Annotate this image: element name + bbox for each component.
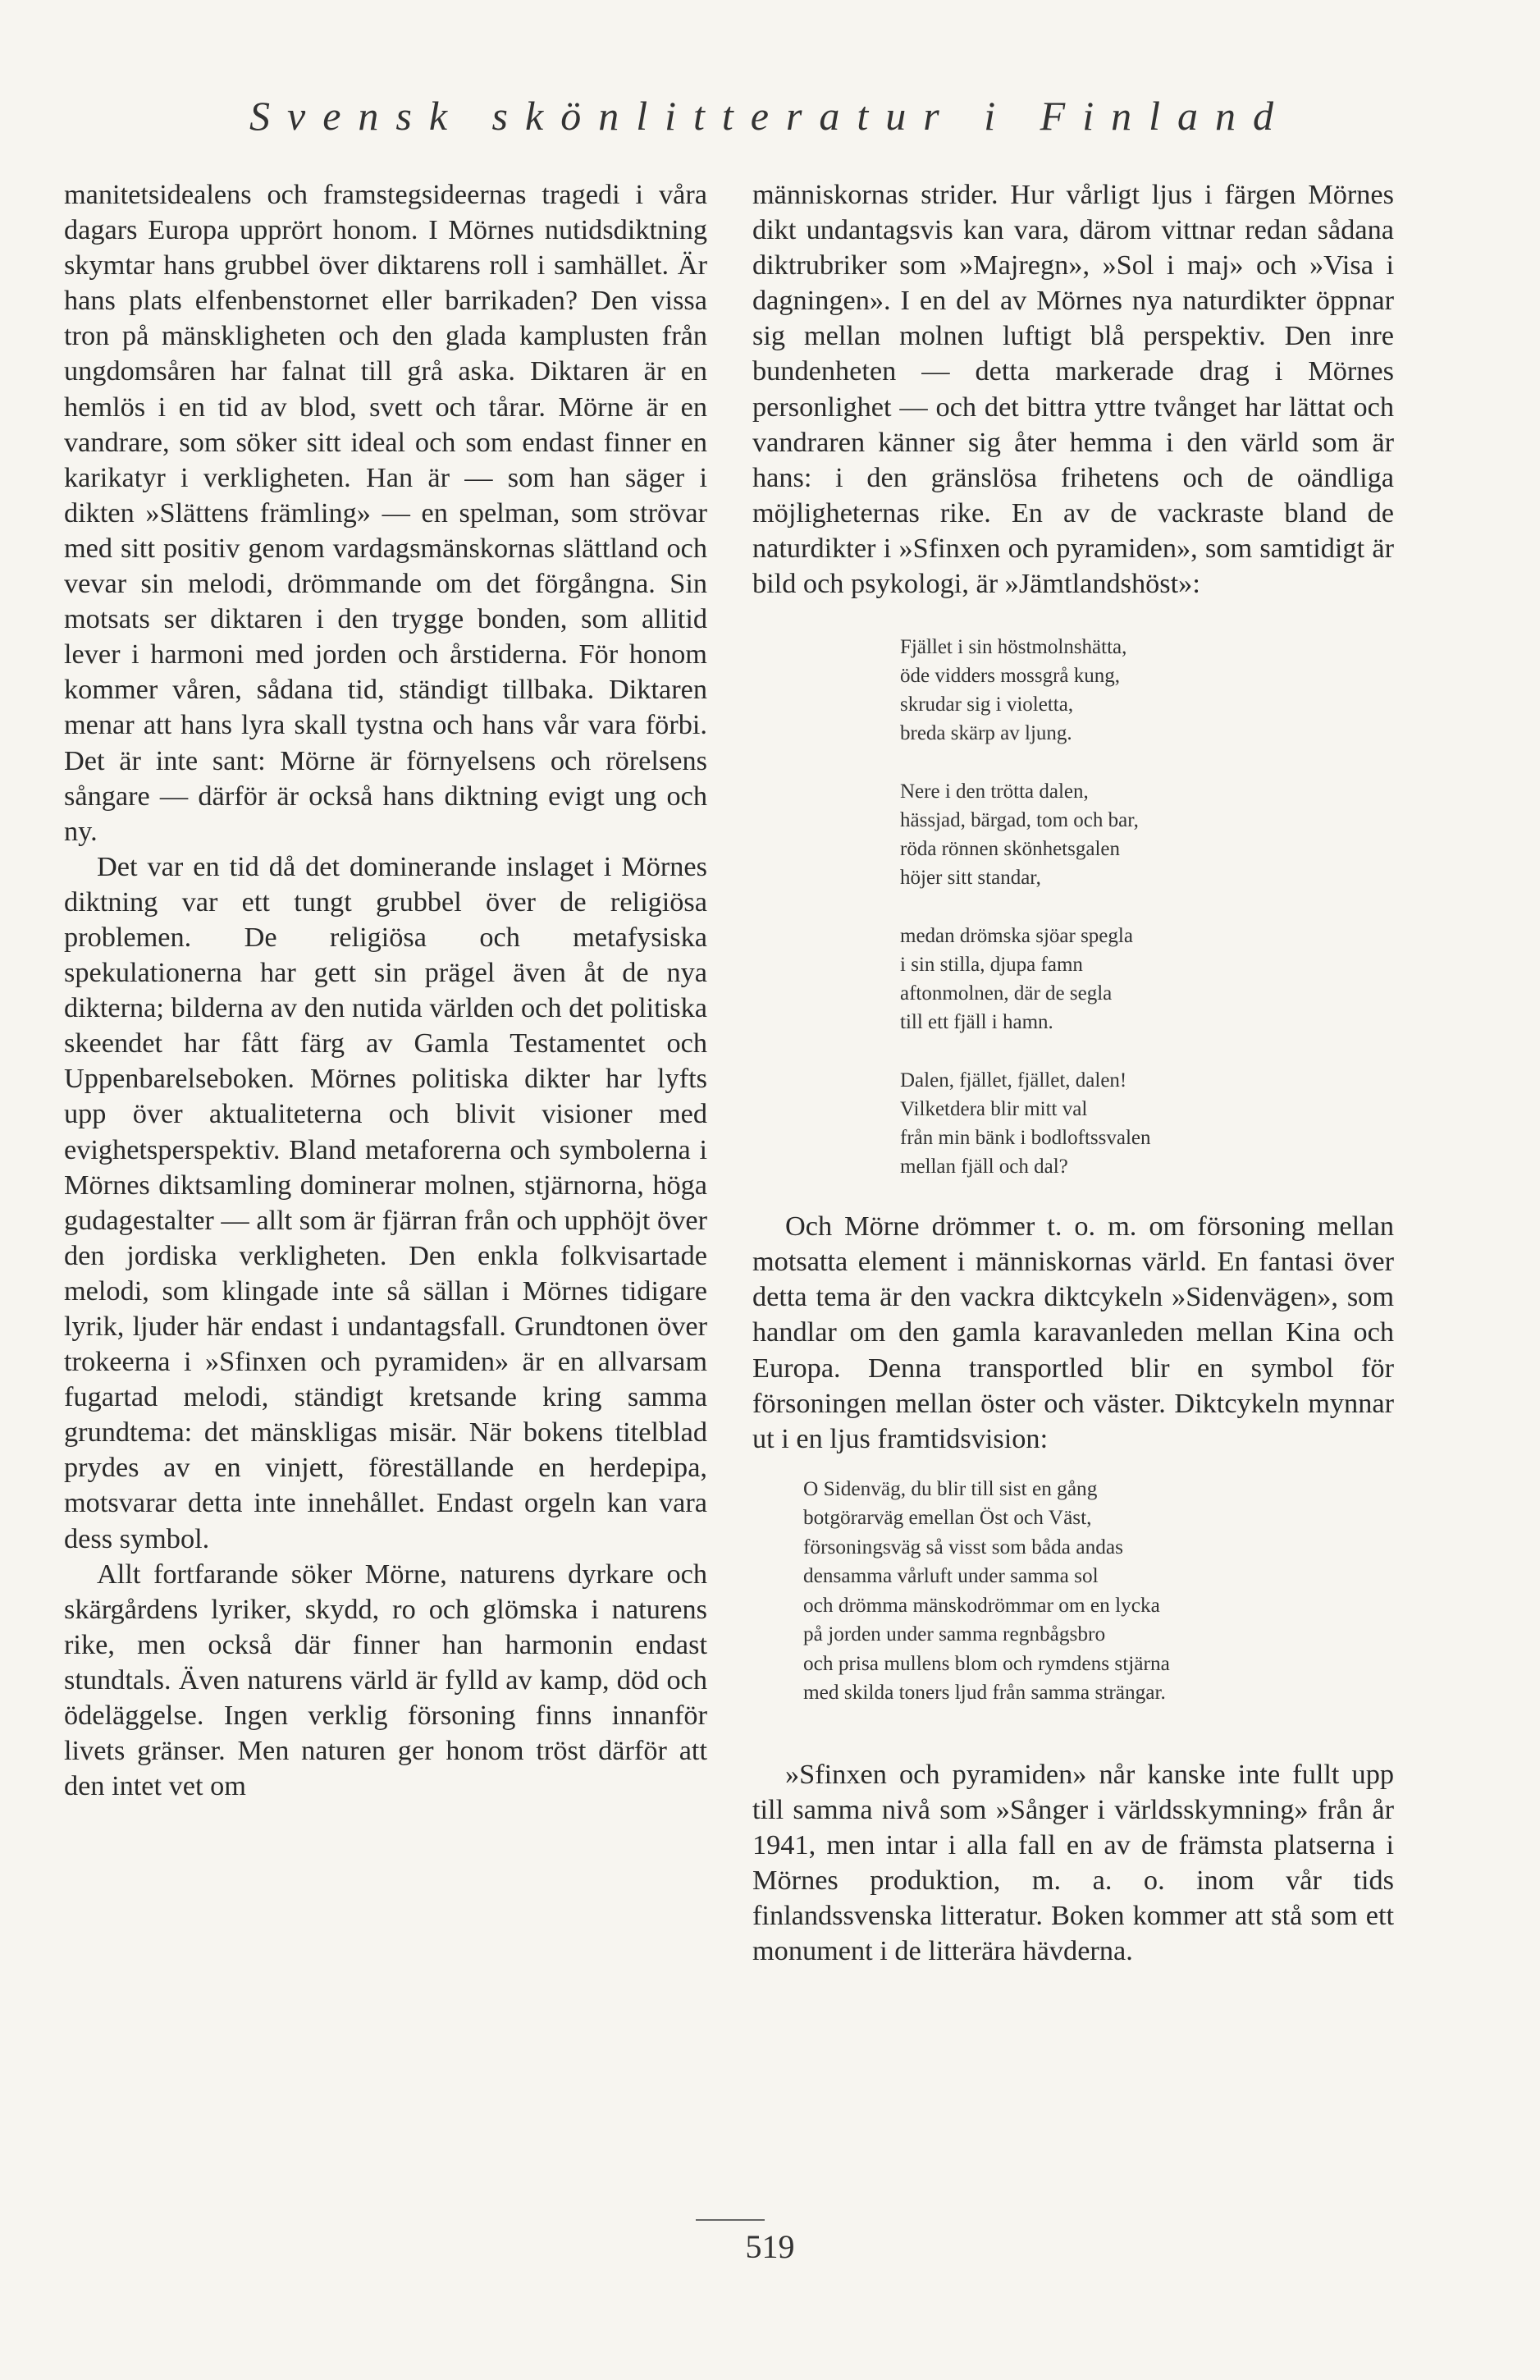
poem-line: i sin stilla, djupa famn <box>900 954 1083 977</box>
right-column <box>752 177 1394 1969</box>
poem-line: Dalen, fjället, fjället, dalen! <box>900 1069 1127 1092</box>
poem-stanza <box>900 777 1394 892</box>
body-paragraph: »Sfinxen och pyramiden» når kanske inte fullt upp till samma nivå som »Sånger i världsskymning» från år 1941, men intar i alla fall en av de främsta platserna i Mörnes produktion, m. a. o. inom vår tids finlandssvenska litteratur. Boken kommer att stå som ett monument i de litterära hävderna. <box>752 1758 1394 1967</box>
running-head: Svensk skönlitteratur i Finland <box>249 93 1291 139</box>
body-paragraph: Det var en tid då det dominerande inslaget i Mörnes diktning var ett tungt grubbel över de religiösa problemen. De religiösa och metafysiska spekulationerna har gett sin prägel även åt de nya dikterna; bilderna av den nutida världen och det politiska skeendet har fått färg av Gamla Testamentet och Uppenbarelseboken. Mörnes politiska dikter har lyfts upp över aktualiteterna och blivit visioner med evighetsperspektiv. Bland metaforerna och symbolerna i Mörnes diktsamling dominerar molnen, stjärnorna, höga gudagestalter — allt som är fjärran från och upphöjt över den jordiska verkligheten. Den enkla folkvisartade melodi, som klingade inte så sällan i Mörnes tidigare lyrik, ljuder här endast i undantagsfall. Grundtonen över trokeerna i »Sfinxen och pyramiden» är en allvarsam fugartad melodi, ständigt kretsande kring samma grundtema: det mänskligas misär. När bokens titelblad prydes av en vinjett, föreställande en herdepipa, motsvarar detta inte innehållet. Endast orgeln kan vara dess symbol. <box>64 850 707 1554</box>
left-column <box>64 177 707 1804</box>
poem-line: Nere i den trötta dalen, <box>900 780 1089 803</box>
poem-stanza <box>900 922 1394 1037</box>
poem-line: O Sidenväg, du blir till sist en gång <box>803 1476 1098 1500</box>
footer-rule <box>696 2219 765 2221</box>
poem-line: på jorden under samma regnbågsbro <box>803 1623 1106 1646</box>
poem-line: skrudar sig i violetta, <box>900 693 1074 716</box>
body-paragraph: manitetsidealens och framstegsideernas tragedi i våra dagars Europa upprört honom. I Mörnes nutidsdiktning skymtar hans grubbel över diktarens roll i samhället. Är hans plats elfenbenstornet eller barrikaden? Den vissa tron på mänskligheten och den glada kamplusten från ungdomsåren har falnat till grå aska. Diktaren är en hemlös i en tid av blod, svett och tårar. Mörne är en vandrare, som söker sitt ideal och som endast finner en karikatyr i verkligheten. Han är — som han säger i dikten »Slättens främling» — en spelman, som strövar med sitt positiv genom vardagsmänskornas slättland och vevar sin melodi, drömmande om det förgångna. Sin motsats ser diktaren i den trygge bonden, som allitid lever i harmoni med jorden och årstiderna. För honom kommer våren, sådana tid, ständigt tillbaka. Diktaren menar att hans lyra skall tystna och hans vår vara förbi. Det är inte sant: Mörne är förnyelsens och rörelsens sångare — därför är också hans diktning evigt ung och ny. <box>64 179 707 847</box>
poem-stanza <box>900 1066 1394 1181</box>
poem-line: densamma vårluft under samma sol <box>803 1564 1099 1588</box>
poem-line: öde vidders mossgrå kung, <box>900 665 1121 688</box>
poem-line: aftonmolnen, där de segla <box>900 982 1113 1005</box>
body-paragraph: Allt fortfarande söker Mörne, naturens dyrkare och skärgårdens lyriker, skydd, ro och glömska i naturens rike, men också där finner han harmonin endast stundtals. Även naturens värld är fylld av kamp, död och ödeläggelse. Ingen verklig försoning finns innanför livets gränser. Men naturen ger honom tröst därför att den intet vet om <box>64 1558 707 1802</box>
poem-line: och prisa mullens blom och rymdens stjärna <box>803 1651 1170 1675</box>
poem-line: hässjad, bärgad, tom och bar, <box>900 809 1139 832</box>
poem-line: röda rönnen skönhetsgalen <box>900 838 1120 861</box>
poem-stanza <box>900 633 1394 748</box>
page-number: 519 <box>745 2228 795 2265</box>
poem-line: botgörarväg emellan Öst och Väst, <box>803 1506 1092 1530</box>
poem-line: mellan fjäll och dal? <box>900 1156 1068 1179</box>
poem-sidenvagen <box>752 1475 1394 1708</box>
poem-jamtlandshost <box>752 633 1394 1181</box>
poem-line: försoningsväg så visst som båda andas <box>803 1535 1123 1558</box>
poem-line: breda skärp av ljung. <box>900 722 1072 745</box>
body-paragraph: människornas strider. Hur vårligt ljus i färgen Mörnes dikt undantagsvis kan vara, därom vittnar redan sådana diktrubriker som »Majregn», »Sol i maj» och »Visa i dagningen». I en del av Mörnes nya naturdikter öppnar sig mellan molnen luftigt blå perspektiv. Den inre bundenheten — detta markerade drag i Mörnes personlighet — och det bittra yttre tvånget har lättat och vandraren känner sig åter hemma i den värld som är hans: i den gränslösa frihetens och de oändliga möjligheternas rike. En av de vackraste bland de naturdikter i »Sfinxen och pyramiden», som samtidigt är bild och psykologi, är »Jämtlandshöst»: <box>752 179 1394 600</box>
poem-line: till ett fjäll i hamn. <box>900 1011 1053 1034</box>
body-paragraph: Och Mörne drömmer t. o. m. om försoning mellan motsatta element i människornas värld. En fantasi över detta tema är den vackra diktcykeln »Sidenvägen», som handlar om den gamla karavanleden mellan Kina och Europa. Denna transportled blir en symbol för försoningen mellan öster och väster. Diktcykeln mynnar ut i en ljus framtidsvision: <box>752 1211 1394 1454</box>
poem-line: höjer sitt standar, <box>900 867 1041 890</box>
poem-line: medan drömska sjöar spegla <box>900 925 1133 948</box>
poem-line: och drömma mänskodrömmar om en lycka <box>803 1593 1160 1617</box>
poem-line: Vilketdera blir mitt val <box>900 1098 1088 1121</box>
poem-line: Fjället i sin höstmolnshätta, <box>900 636 1127 659</box>
poem-line: med skilda toners ljud från samma strängar. <box>803 1681 1166 1705</box>
poem-line: från min bänk i bodloftssvalen <box>900 1127 1151 1150</box>
